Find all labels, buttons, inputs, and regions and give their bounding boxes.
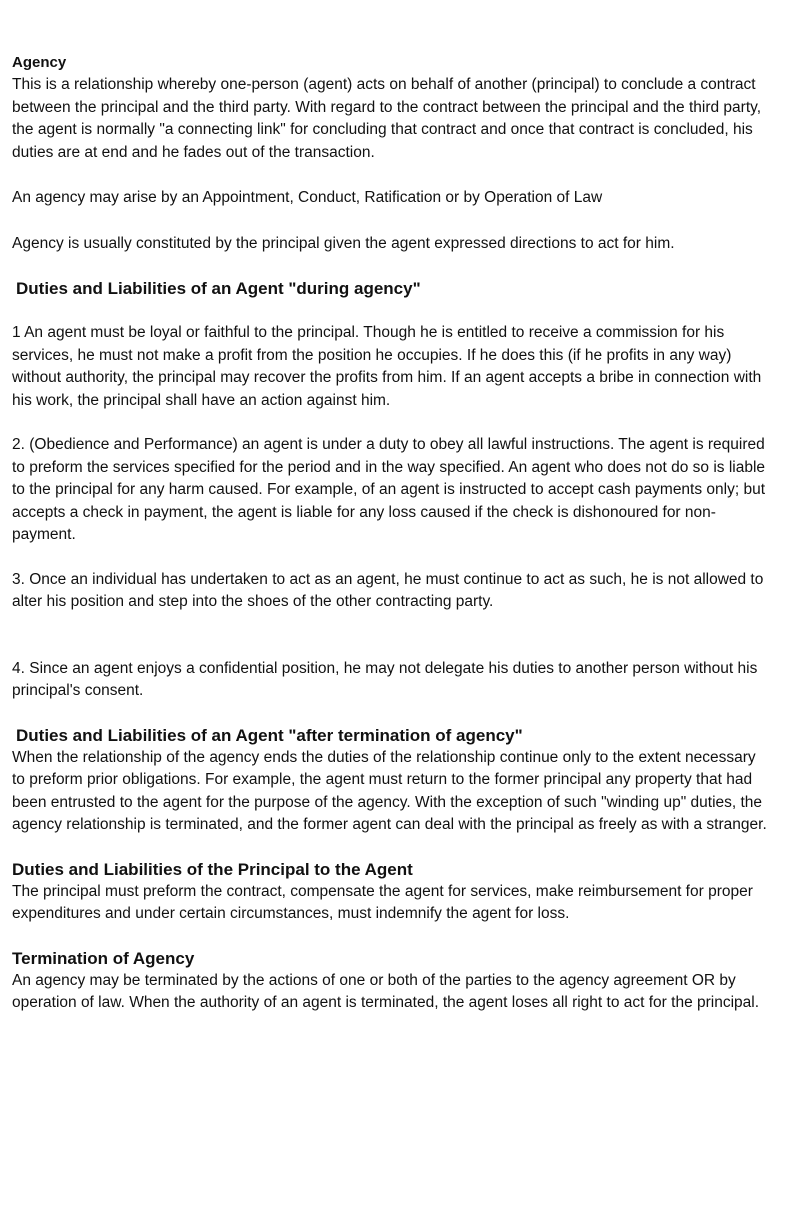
- agency-definition-paragraph: This is a relationship whereby one-person (agent) acts on behalf of another (principal) to conclude a contract between the principal and the third party. With regard to the contract between the principal and the third party, the agent is normally "a connecting link" for concluding that contract and once that contract is concluded, his duties are at end and he fades out of the transaction.: [12, 76, 762, 161]
- agency-title: Agency: [12, 54, 67, 71]
- duty-2-paragraph: 2. (Obedience and Performance) an agent is under a duty to obey all lawful instructions. The agent is required to preform the services specified for the period and in the way specified. An agent who does not do so is liable to the principal for any harm caused. For example, of an agent is instructed to accept cash payments only; but accepts a check in payment, the agent is liable for any loss caused if the check is dishonoured for non-payment.: [12, 436, 766, 543]
- termination-heading: Termination of Agency: [12, 948, 195, 968]
- during-agency-heading: Duties and Liabilities of an Agent "during agency": [16, 279, 421, 298]
- document-body: [12, 52, 772, 1015]
- after-termination-paragraph: When the relationship of the agency ends the duties of the relationship continue only to the extent necessary to preform prior obligations. For example, the agent must return to the former principal any property that had been entrusted to the agent for the purpose of the agency. With the exception of such "winding up" duties, the agency relationship is terminated, and the former agent can deal with the principal as freely as with a stranger.: [12, 748, 767, 833]
- principal-duties-paragraph: The principal must preform the contract, compensate the agent for services, make reimbursement for proper expenditures and under certain circumstances, must indemnify the agent for loss.: [12, 882, 753, 922]
- duty-3-paragraph: 3. Once an individual has undertaken to act as an agent, he must continue to act as such, he is not allowed to alter his position and step into the shoes of the other contracting party.: [12, 570, 764, 610]
- agency-constituted-paragraph: Agency is usually constituted by the principal given the agent expressed directions to act for him.: [12, 234, 675, 252]
- principal-duties-heading: Duties and Liabilities of the Principal to the Agent: [12, 859, 413, 879]
- duty-1-paragraph: 1 An agent must be loyal or faithful to the principal. Though he is entitled to receive a commission for his services, he must not make a profit from the position he occupies. If he does this (if he profits in any way) without authority, the principal may recover the profits from him. If an agent accepts a bribe in connection with his work, the principal shall have an action against him.: [12, 324, 762, 409]
- duty-4-paragraph: 4. Since an agent enjoys a confidential position, he may not delegate his duties to another person without his principal's consent.: [12, 659, 758, 699]
- after-termination-heading: Duties and Liabilities of an Agent "after termination of agency": [16, 725, 523, 745]
- agency-arise-paragraph: An agency may arise by an Appointment, Conduct, Ratification or by Operation of Law: [12, 189, 603, 206]
- termination-paragraph: An agency may be terminated by the actions of one or both of the parties to the agency agreement OR by operation of law. When the authority of an agent is terminated, the agent loses all right to act for the principal.: [12, 971, 760, 1011]
